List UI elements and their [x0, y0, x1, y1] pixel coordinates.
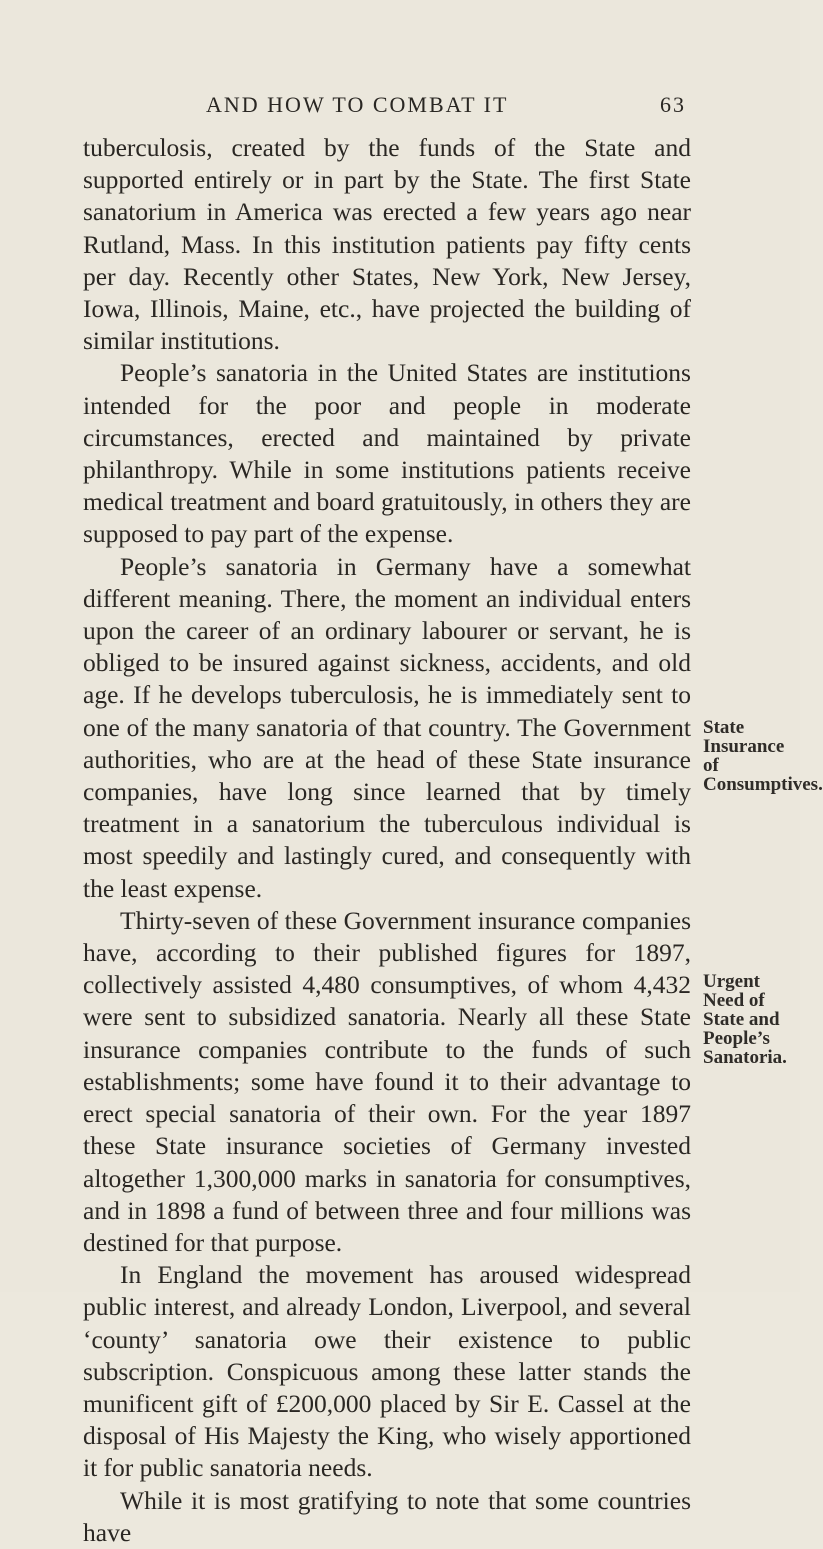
sidenote-state-insurance: State Insurance of Consumptives. [703, 717, 823, 795]
paragraph-2: People’s sanatoria in the United States are institutions intended for the poor and people in moderate circumstances, erected and maintained by private philanthropy. While in some institutions patients receive medical treatment and board gratuitously, in others they are supposed to pay part of the expense. [83, 358, 691, 549]
paragraph-4: Thirty-seven of these Government insurance companies have, according to their published figures for 1897, collectively assisted 4,480 consumptives, of whom 4,432 were sent to subsidized sanatoria. Nearly all these State insurance companies contribute to the funds of such establishments; some have found it to their advantage to erect special sanatoria of their own. For the year 1897 these State insurance societies of Germany invested altogether 1,300,000 marks in sanatoria for consumptives, and in 1898 a fund of between three and four millions was destined for that purpose. [83, 905, 691, 1257]
running-head [206, 92, 686, 122]
paragraph-3: People’s sanatoria in Germany have a somewhat different meaning. There, the moment an individual enters upon the career of an ordinary labourer or servant, he is obliged to be insured against sickness, accidents, and old age. If he develops tuberculosis, he is immediately sent to one of the many sanatoria of that country. The Government authorities, who are at the head of these State insurance companies, have long since learned that by timely treatment in a sanatorium the tuberculous individual is most speedily and lastingly cured, and consequently with the least expense. [83, 551, 691, 903]
body-text [83, 132, 691, 1549]
page-number: 63 [660, 92, 686, 117]
paragraph-1: tuberculosis, created by the funds of the State and supported entirely or in part by the State. The first State sanatorium in America was erected a few years ago near Rutland, Mass. In this institution patients pay fifty cents per day. Recently other States, New York, New Jersey, Iowa, Illinois, Maine, etc., have projected the building of similar institutions. [83, 133, 691, 356]
paragraph-6: While it is most gratifying to note that some countries have [83, 1485, 691, 1547]
sidenote-urgent-need: Urgent Need of State and People’s Sanatoria. [703, 971, 787, 1068]
running-title: AND HOW TO COMBAT IT [206, 92, 509, 117]
paragraph-5: In England the movement has aroused widespread public interest, and already London, Liverpool, and several ‘county’ sanatoria owe their existence to public subscription. Conspicuous among these latter stands the munificent gift of £200,000 placed by Sir E. Cassel at the disposal of His Majesty the King, who wisely apportioned it for public sanatoria needs. [83, 1260, 691, 1483]
